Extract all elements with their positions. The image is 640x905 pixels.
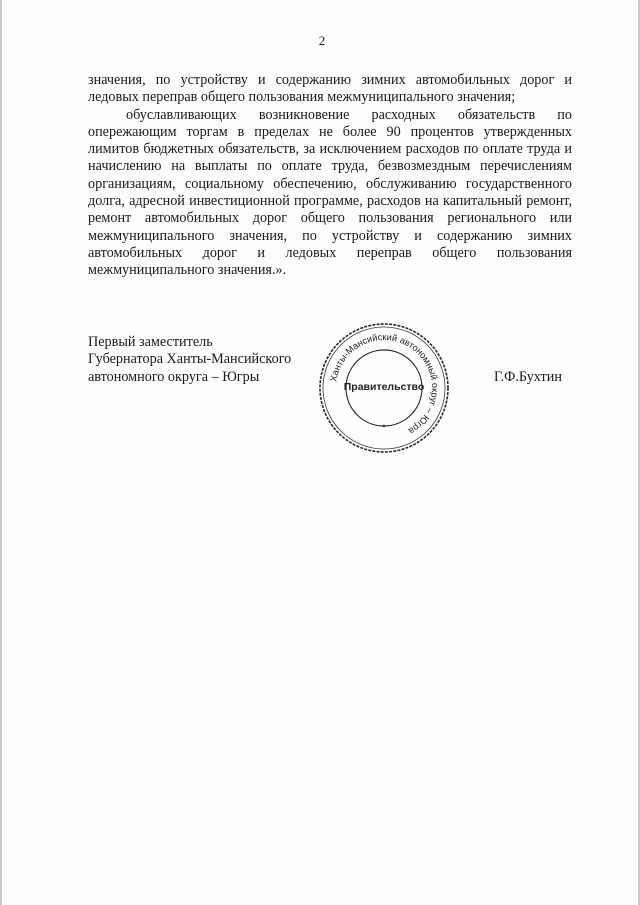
official-seal (316, 320, 452, 456)
signatory-name: Г.Ф.Бухтин (494, 369, 562, 385)
seal-ring-text: Ханты-Мансийский автономный округ – Югра (328, 331, 441, 437)
position-line-2: Губернатора Ханты-Мансийского (88, 351, 292, 368)
signatory-position (88, 334, 291, 386)
position-line-1: Первый заместитель (88, 334, 213, 350)
paragraph-2: обуславливающих возникновение расходных обязательств по опережающим торгам в пределах не более 90 процентов утвержденных лимитов бюджетных обязательств, за исключением расходов по оплате труда и начислению на выплаты по оплате труда, безвозмездным перечислениям организациям, социальному обеспечению, обслуживанию государственного долга, адресной инвестиционной программе, расходов на капитальный ремонт, ремонт автомобильных дорог общего пользования регионального или межмуниципального значения, по устройству и содержанию зимних автомобильных дорог и ледовых переправ общего пользования межмуниципального значения.». (88, 106, 572, 279)
seal-center-text: Правительство (343, 381, 425, 393)
page-number: 2 (318, 33, 326, 48)
paragraph-1: значения, по устройству и содержанию зимних автомобильных дорог и ледовых переправ общего пользования межмуниципального значения; (88, 72, 572, 106)
position-line-3: автономного округа – Югры (88, 368, 260, 385)
body-text (88, 72, 572, 280)
